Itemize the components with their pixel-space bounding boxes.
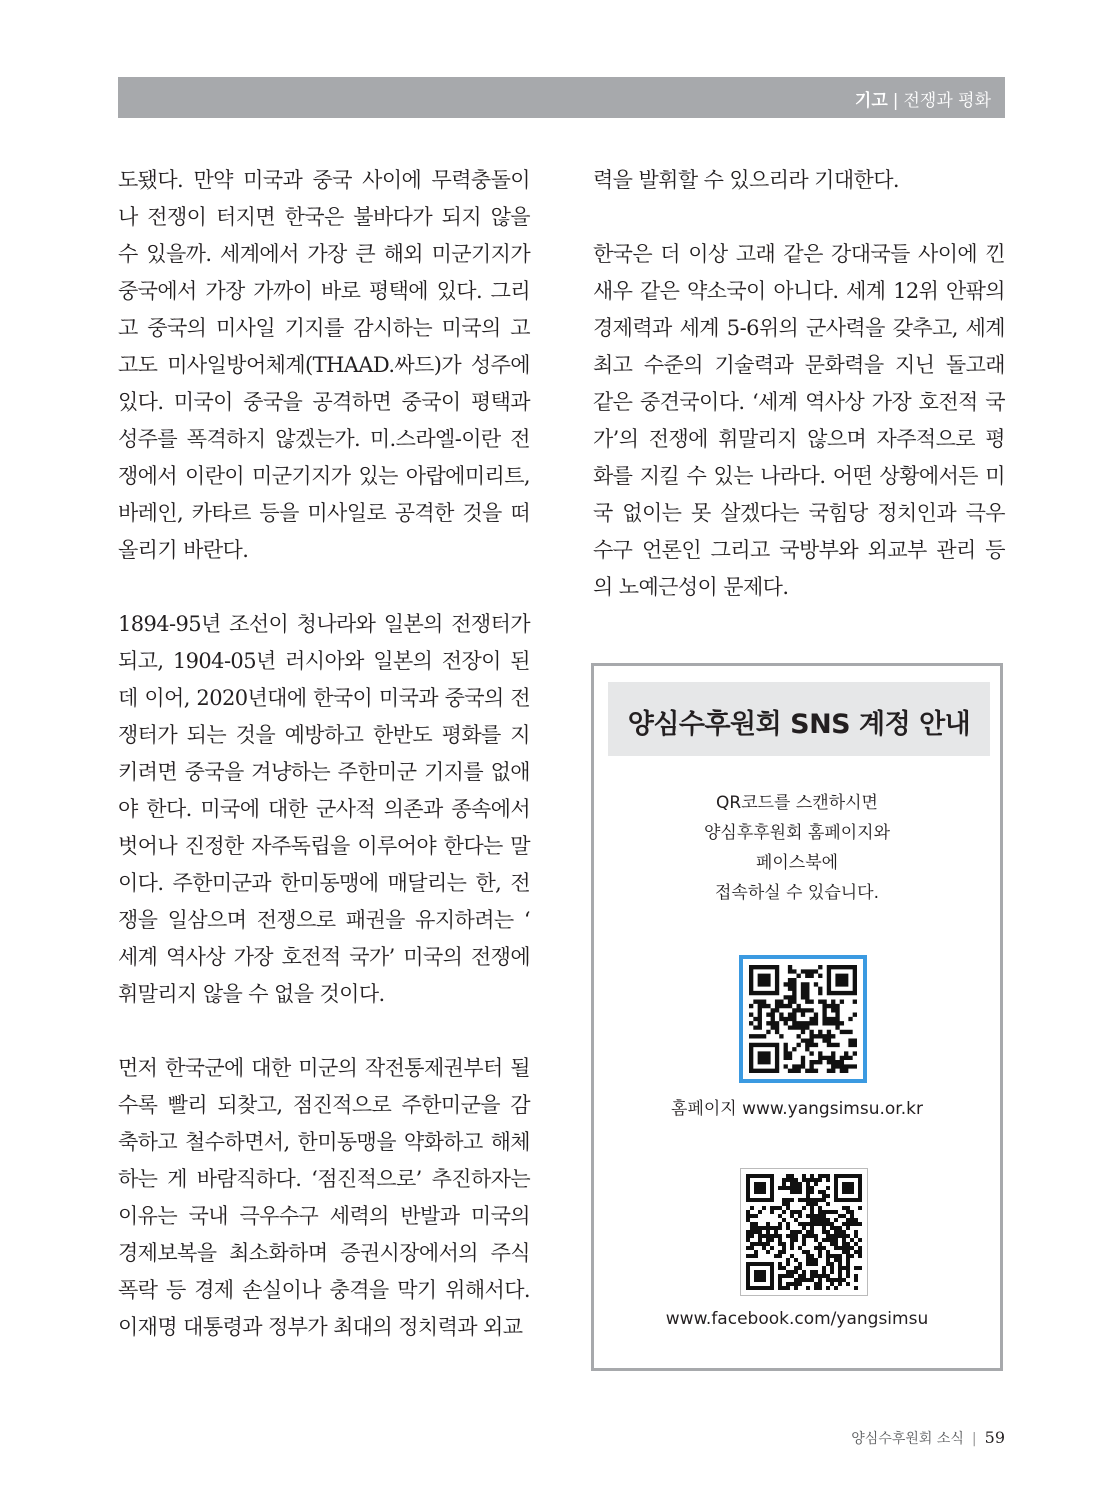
text-line: 데 이어, 2020년대에 한국이 미국과 중국의 전 [118, 686, 530, 710]
sns-description-line: QR코드를 스캔하시면 [716, 793, 878, 813]
sns-description [594, 788, 1000, 908]
text-line: 세계 역사상 가장 호전적 국가’ 미국의 전쟁에 [118, 945, 530, 969]
text-line: 나 전쟁이 터지면 한국은 불바다가 되지 않을 [118, 205, 530, 229]
text-line: 축하고 철수하면서, 한미동맹을 약화하고 해체 [118, 1130, 530, 1154]
text-line: 새우 같은 약소국이 아니다. 세계 12위 안팎의 [593, 279, 1005, 303]
text-line: 벗어나 진정한 자주독립을 이루어야 한다는 말 [118, 834, 530, 858]
text-line: 이다. 주한미군과 한미동맹에 매달리는 한, 전 [118, 871, 530, 895]
body-paragraph [118, 162, 530, 569]
sns-description-line: 페이스북에 [755, 853, 839, 873]
footer-publication: 양심수후원회 소식 [851, 1431, 964, 1447]
text-line: 수록 빨리 되찾고, 점진적으로 주한미군을 감 [118, 1093, 530, 1117]
text-line: 이재명 대통령과 정부가 최대의 정치력과 외교 [118, 1315, 523, 1339]
text-line: 되고, 1904-05년 러시아와 일본의 전장이 된 [118, 649, 530, 673]
sns-title-band [608, 682, 990, 756]
text-line: 의 노예근성이 문제다. [593, 575, 789, 599]
text-line: 올리기 바란다. [118, 538, 249, 562]
body-paragraph [593, 162, 1005, 199]
text-line: 최고 수준의 기술력과 문화력을 지닌 돌고래 [593, 353, 1005, 377]
text-line: 중국에서 가장 가까이 바로 평택에 있다. 그리 [118, 279, 530, 303]
text-line: 경제보복을 최소화하며 증권시장에서의 주식 [118, 1241, 530, 1265]
text-line: 하는 게 바람직하다. ‘점진적으로’ 추진하자는 [118, 1167, 530, 1191]
sns-description-line: 양심후후원회 홈페이지와 [703, 823, 891, 843]
text-line: 수 있을까. 세계에서 가장 큰 해외 미군기지가 [118, 242, 530, 266]
text-line: 성주를 폭격하지 않겠는가. 미.스라엘-이란 전 [118, 427, 530, 451]
text-line: 국 없이는 못 살겠다는 국힘당 정치인과 극우 [593, 501, 1005, 525]
text-line: 야 한다. 미국에 대한 군사적 의존과 종속에서 [118, 797, 530, 821]
text-line: 폭락 등 경제 손실이나 충격을 막기 위해서다. [118, 1278, 530, 1302]
facebook-qr-code[interactable] [740, 1168, 868, 1296]
sns-info-box [591, 663, 1003, 1371]
homepage-caption: 홈페이지 www.yangsimsu.or.kr [671, 1099, 923, 1119]
text-line: 력을 발휘할 수 있으리라 기대한다. [593, 168, 899, 192]
text-line: 한국은 더 이상 고래 같은 강대국들 사이에 낀 [593, 242, 1005, 266]
text-line: 1894-95년 조선이 청나라와 일본의 전쟁터가 [118, 612, 530, 636]
text-line: 키려면 중국을 겨냥하는 주한미군 기지를 없애 [118, 760, 530, 784]
header-bar [118, 77, 1005, 118]
text-line: 고도 미사일방어체계(THAAD.싸드)가 성주에 [118, 353, 530, 377]
text-line: 같은 중견국이다. ‘세계 역사상 가장 호전적 국 [593, 390, 1005, 414]
text-line: 쟁터가 되는 것을 예방하고 한반도 평화를 지 [118, 723, 530, 747]
text-line: 있다. 미국이 중국을 공격하면 중국이 평택과 [118, 390, 530, 414]
qr-code-icon [746, 1174, 862, 1290]
text-line: 경제력과 세계 5-6위의 군사력을 갖추고, 세계 [593, 316, 1005, 340]
left-column [118, 162, 530, 1383]
text-line: 쟁을 일삼으며 전쟁으로 패권을 유지하려는 ‘ [118, 908, 530, 932]
text-line: 이유는 국내 극우수구 세력의 반발과 미국의 [118, 1204, 530, 1228]
homepage-qr-code[interactable] [739, 955, 867, 1083]
body-paragraph [118, 1050, 530, 1346]
body-paragraph [593, 236, 1005, 606]
text-line: 쟁에서 이란이 미군기지가 있는 아랍에미리트, [118, 464, 530, 488]
text-line: 먼저 한국군에 대한 미군의 작전통제권부터 될 [118, 1056, 530, 1080]
sns-title: 양심수후원회 SNS 계정 안내 [627, 709, 971, 740]
body-paragraph [118, 606, 530, 1013]
header-separator: | [892, 91, 899, 111]
header-category: 기고 [854, 91, 888, 111]
text-line: 휘말리지 않을 수 없을 것이다. [118, 982, 385, 1006]
right-column [593, 162, 1005, 643]
page-number: 59 [984, 1428, 1005, 1447]
sns-description-line: 접속하실 수 있습니다. [714, 883, 879, 903]
footer-separator: | [971, 1431, 977, 1447]
text-line: 가’의 전쟁에 휘말리지 않으며 자주적으로 평 [593, 427, 1005, 451]
text-line: 고 중국의 미사일 기지를 감시하는 미국의 고 [118, 316, 530, 340]
text-line: 바레인, 카타르 등을 미사일로 공격한 것을 떠 [118, 501, 530, 525]
header-section-label [855, 86, 991, 111]
text-line: 도됐다. 만약 미국과 중국 사이에 무력충돌이 [118, 168, 530, 192]
page-footer [851, 1428, 1005, 1448]
facebook-caption: www.facebook.com/yangsimsu [665, 1309, 929, 1329]
text-line: 화를 지킬 수 있는 나라다. 어떤 상황에서든 미 [593, 464, 1005, 488]
header-topic: 전쟁과 평화 [903, 91, 991, 111]
text-line: 수구 언론인 그리고 국방부와 외교부 관리 등 [593, 538, 1005, 562]
qr-code-icon [749, 965, 857, 1073]
